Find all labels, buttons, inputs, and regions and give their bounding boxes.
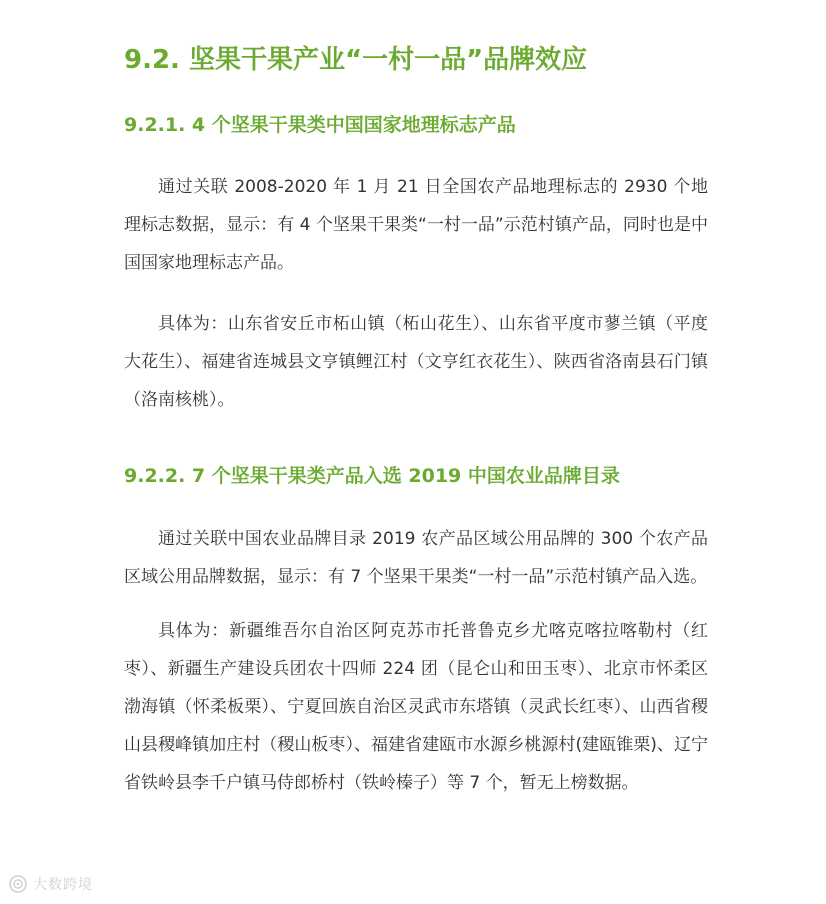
watermark xyxy=(8,872,93,896)
paragraph-brand-catalog-details: 具体为：新疆维吾尔自治区阿克苏市托普鲁克乡尤喀克喀拉喀勒村（红枣）、新疆生产建设兵团农十四师 224 团（昆仑山和田玉枣）、北京市怀柔区渤海镇（怀柔板栗）、宁夏回族自治区灵武市东塔镇（灵武长红枣）、山西省稷山县稷峰镇加庄村（稷山板枣）、福建省建瓯市水源乡桃源村(建瓯锥栗)、辽宁省铁岭县李千户镇马侍郎桥村（铁岭榛子）等 7 个，暂无上榜数据。 xyxy=(124,621,708,793)
paragraph-brand-catalog-intro: 通过关联中国农业品牌目录 2019 农产品区域公用品牌的 300 个农产品区域公用品牌数据，显示：有 7 个坚果干果类“一村一品”示范村镇产品入选。 xyxy=(124,529,708,587)
subsection-heading-1: 9.2.1. 4 个坚果干果类中国国家地理标志产品 xyxy=(124,114,516,136)
subsection-heading-2: 9.2.2. 7 个坚果干果类产品入选 2019 中国农业品牌目录 xyxy=(124,465,620,487)
bigdata-logo-icon xyxy=(8,874,28,894)
section-heading: 9.2. 坚果干果产业“一村一品”品牌效应 xyxy=(124,45,588,75)
paragraph-geo-indication-details: 具体为：山东省安丘市柘山镇（柘山花生）、山东省平度市蓼兰镇（平度大花生）、福建省连城县文亨镇鲤江村（文亨红衣花生）、陕西省洛南县石门镇（洛南核桃）。 xyxy=(124,314,708,410)
watermark-text: 大数跨境 xyxy=(33,877,93,893)
paragraph-geo-indication-intro: 通过关联 2008-2020 年 1 月 21 日全国农产品地理标志的 2930 个地理标志数据，显示：有 4 个坚果干果类“一村一品”示范村镇产品，同时也是中国国家地理标志产品。 xyxy=(124,177,708,273)
